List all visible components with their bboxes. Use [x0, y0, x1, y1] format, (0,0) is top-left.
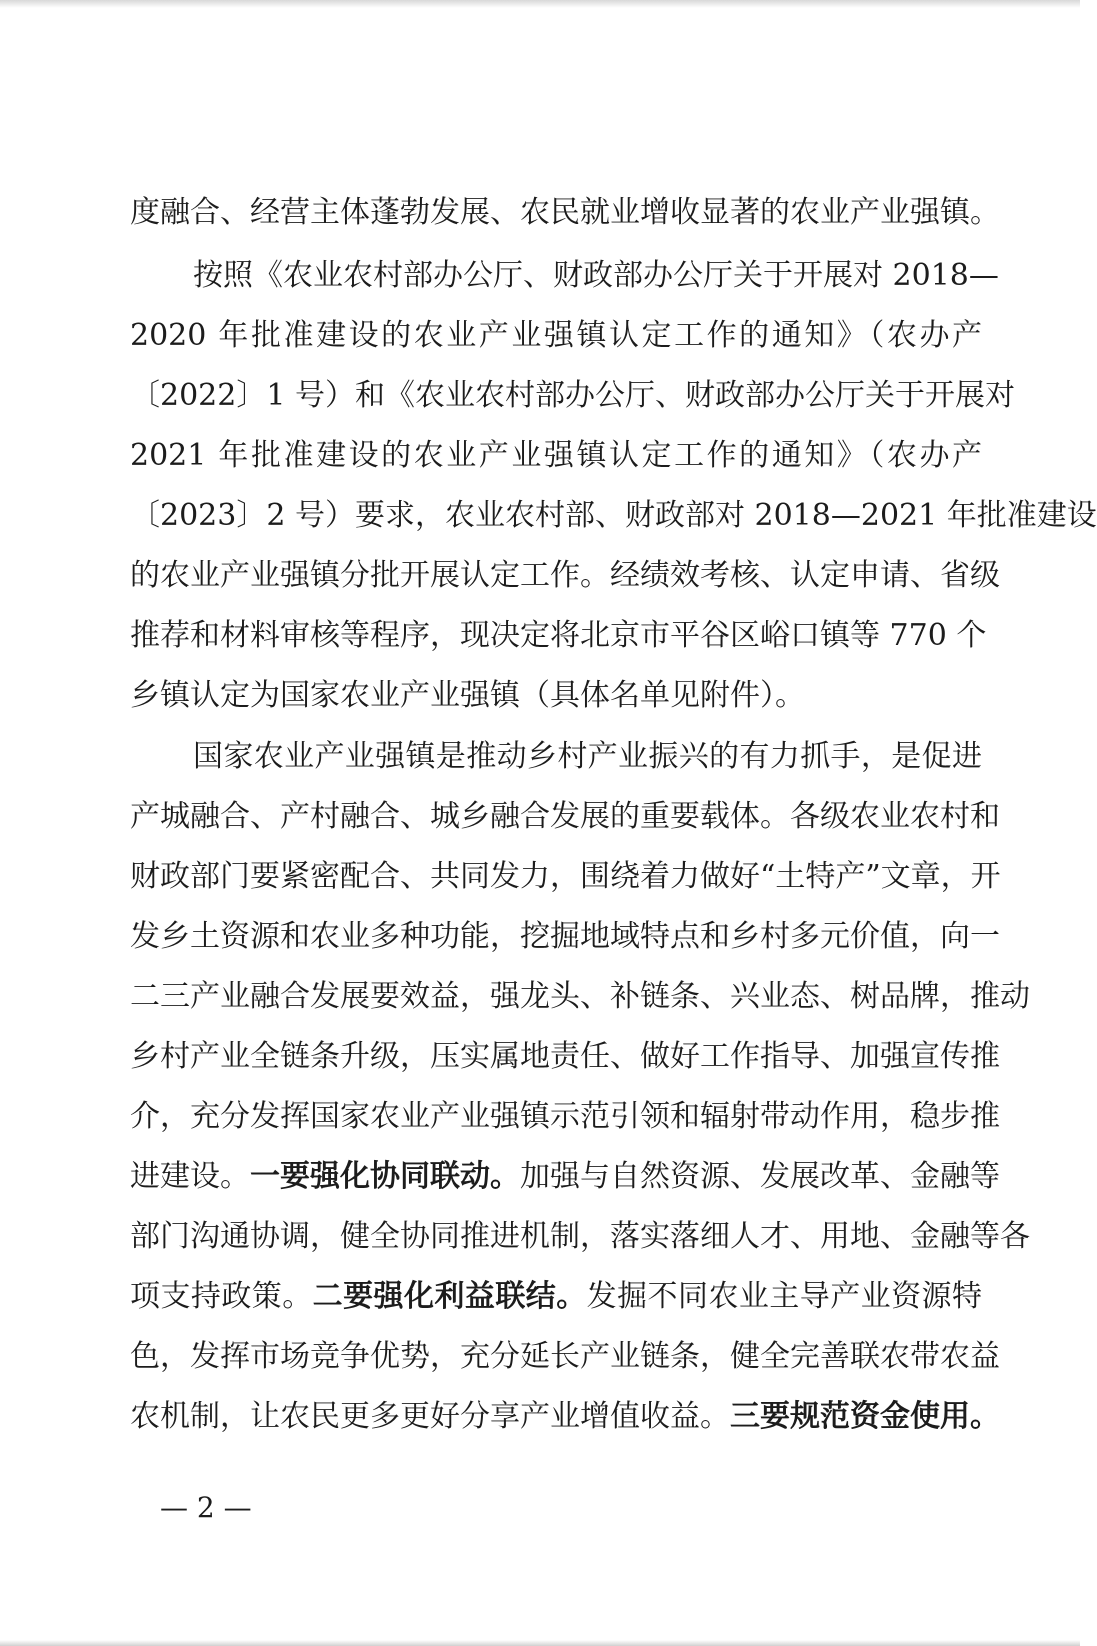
paragraph-line: 色，发挥市场竞争优势，充分延长产业链条，健全完善联农带农益 — [130, 1339, 1000, 1374]
bold-heading-text: 二要强化利益联结。 — [312, 1279, 587, 1314]
line-text: 项支持政策。 — [130, 1279, 313, 1314]
paragraph-line: 2020 年批准建设的农业产业强镇认定工作的通知》（农办产 — [130, 318, 982, 353]
paragraph-line: 的农业产业强镇分批开展认定工作。经绩效考核、认定申请、省级 — [130, 558, 1000, 593]
line-text: 农机制，让农民更多更好分享产业增值收益。 — [130, 1399, 730, 1434]
paragraph-line: 部门沟通协调，健全协同推进机制，落实落细人才、用地、金融等各 — [130, 1219, 1030, 1254]
bold-heading-text: 三要规范资金使用。 — [730, 1399, 1000, 1434]
paragraph-line: 国家农业产业强镇是推动乡村产业振兴的有力抓手，是促进 — [193, 739, 982, 774]
paragraph-line: 〔2022〕1 号）和《农业农村部办公厅、财政部办公厅关于开展对 — [130, 378, 1015, 413]
paragraph-line-mixed — [130, 1397, 1000, 1437]
paragraph-line: 介，充分发挥国家农业产业强镇示范引领和辐射带动作用，稳步推 — [130, 1099, 1000, 1134]
line-text: 进建设。 — [130, 1159, 250, 1194]
paragraph-line: 度融合、经营主体蓬勃发展、农民就业增收显著的农业产业强镇。 — [130, 195, 1000, 230]
scan-bottom-edge — [0, 1640, 1080, 1646]
paragraph-line: 乡村产业全链条升级，压实属地责任、做好工作指导、加强宣传推 — [130, 1039, 1000, 1074]
line-text: 发掘不同农业主导产业资源特 — [586, 1279, 983, 1314]
page-number: — 2 — — [160, 1491, 252, 1524]
paragraph-line-mixed — [130, 1277, 982, 1317]
bold-heading-text: 一要强化协同联动。 — [250, 1159, 520, 1194]
paragraph-line: 2021 年批准建设的农业产业强镇认定工作的通知》（农办产 — [130, 438, 982, 473]
paragraph-line: 产城融合、产村融合、城乡融合发展的重要载体。各级农业农村和 — [130, 799, 1000, 834]
scan-top-edge — [0, 0, 1080, 8]
paragraph-line: 〔2023〕2 号）要求，农业农村部、财政部对 2018—2021 年批准建设 — [130, 498, 1097, 533]
paragraph-line: 二三产业融合发展要效益，强龙头、补链条、兴业态、树品牌，推动 — [130, 979, 1030, 1014]
paragraph-line: 发乡土资源和农业多种功能，挖掘地域特点和乡村多元价值，向一 — [130, 919, 1000, 954]
paragraph-line: 按照《农业农村部办公厅、财政部办公厅关于开展对 2018— — [193, 258, 999, 293]
paragraph-line: 财政部门要紧密配合、共同发力，围绕着力做好“土特产”文章，开 — [130, 859, 1001, 894]
line-text: 加强与自然资源、发展改革、金融等 — [520, 1159, 1000, 1194]
paragraph-line-mixed — [130, 1157, 1000, 1197]
paragraph-line: 推荐和材料审核等程序，现决定将北京市平谷区峪口镇等 770 个 — [130, 618, 987, 653]
paragraph-line: 乡镇认定为国家农业产业强镇（具体名单见附件）。 — [130, 678, 805, 713]
